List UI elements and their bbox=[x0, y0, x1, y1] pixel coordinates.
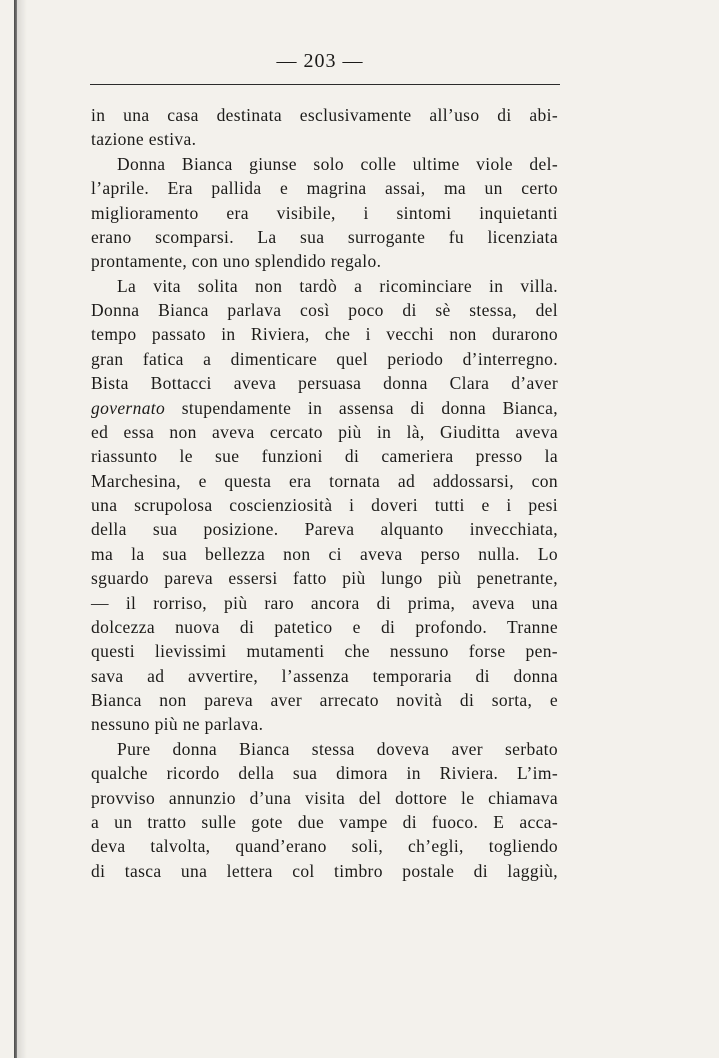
text-line: Donna Bianca giunse solo colle ultime viole del- bbox=[117, 153, 558, 174]
text-line: gran fatica a dimenticare quel periodo d’interregno. bbox=[91, 348, 558, 369]
text-line: Donna Bianca parlava così poco di sè stessa, del bbox=[91, 300, 558, 320]
binding-shadow bbox=[17, 0, 27, 1058]
text-line: deva talvolta, quand’erano soli, ch’egli, togliendo bbox=[91, 836, 558, 857]
text-line: della sua posizione. Pareva alquanto invecchiata, bbox=[91, 519, 558, 540]
text-line: tempo passato in Riviera, che i vecchi non durarono bbox=[91, 324, 558, 345]
text-line: dolcezza nuova di patetico e di profondo. Tranne bbox=[91, 616, 558, 637]
text-line: erano scomparsi. La sua surrogante fu licenziata bbox=[91, 226, 558, 247]
text-line: nessuno più ne parlava. bbox=[91, 714, 264, 735]
text-line: Bianca non pareva aver arrecato novità di sorta, e bbox=[91, 690, 558, 710]
text-line: Bista Bottacci aveva persuasa donna Clara d’aver bbox=[91, 373, 558, 394]
text-line: Pure donna Bianca stessa doveva aver serbato bbox=[117, 738, 558, 759]
body-text bbox=[91, 103, 558, 883]
italic-word: governato bbox=[91, 397, 166, 418]
text-line: Marchesina, e questa era tornata ad addossarsi, con bbox=[91, 470, 558, 491]
text-line: provviso annunzio d’una visita del dottore le chiamava bbox=[91, 787, 558, 808]
text-line: riassunto le sue funzioni di cameriera presso la bbox=[91, 446, 558, 467]
text-line: in una casa destinata esclusivamente all’uso di abi- bbox=[91, 105, 558, 125]
text-line: qualche ricordo della sua dimora in Riviera. L’im- bbox=[91, 763, 558, 784]
text-line: miglioramento era visibile, i sintomi inquietanti bbox=[91, 202, 558, 223]
text-run: stupendamente in assensa di donna Bianca, bbox=[165, 397, 558, 418]
text-line: sguardo pareva essersi fatto più lungo più penetrante, bbox=[91, 568, 558, 589]
text-line: La vita solita non tardò a ricominciare in villa. bbox=[117, 275, 558, 296]
text-line: ed essa non aveva cercato più in là, Giuditta aveva bbox=[91, 421, 558, 442]
text-line: questi lievissimi mutamenti che nessuno forse pen- bbox=[91, 641, 558, 662]
header-rule bbox=[90, 84, 560, 85]
text-line: tazione estiva. bbox=[91, 129, 197, 150]
page-number: — 203 — bbox=[276, 50, 364, 72]
text-line: ma la sua bellezza non ci aveva perso nulla. Lo bbox=[91, 543, 558, 564]
text-line: di tasca una lettera col timbro postale di laggiù, bbox=[91, 860, 558, 881]
text-line: a un tratto sulle gote due vampe di fuoco. E acca- bbox=[91, 811, 558, 832]
text-line: l’aprile. Era pallida e magrina assai, ma un certo bbox=[91, 178, 558, 199]
text-line: sava ad avvertire, l’assenza temporaria di donna bbox=[91, 665, 558, 686]
text-line bbox=[91, 396, 558, 420]
text-line: prontamente, con uno splendido regalo. bbox=[91, 251, 382, 272]
text-line: — il rorriso, più raro ancora di prima, aveva una bbox=[91, 592, 558, 613]
text-line: una scrupolosa coscienziosità i doveri tutti e i pesi bbox=[91, 495, 558, 515]
